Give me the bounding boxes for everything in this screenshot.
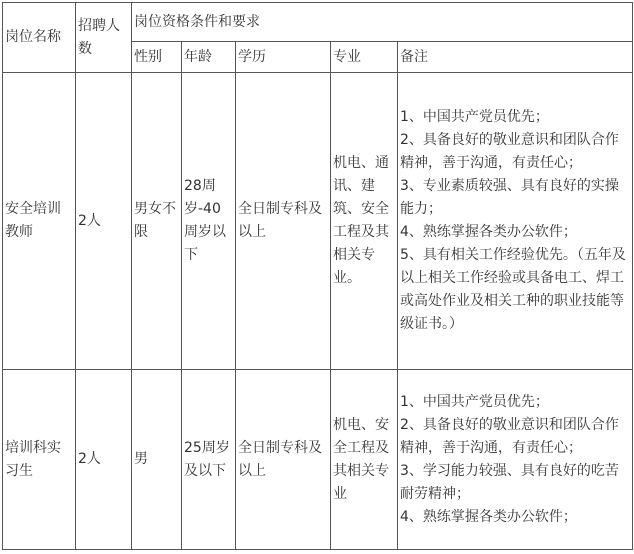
remark-item: 3、专业素质较强、具有良好的实操能力； xyxy=(400,178,619,217)
cell-major: 机电、安全工程及其相关专业 xyxy=(331,370,398,550)
cell-headcount: 2人 xyxy=(76,73,132,370)
cell-age: 28周岁-40周岁以下 xyxy=(182,73,236,370)
table-row xyxy=(3,73,633,370)
cell-remarks xyxy=(398,370,633,550)
remark-item: 4、熟练掌握各类办公软件； xyxy=(400,508,577,525)
table-row xyxy=(3,370,633,550)
remark-item: 5、具有相关工作经验优先。（五年及以上相关工作经验或具备电工、焊工或高处作业及相关工种的职业技能等级证书。） xyxy=(400,247,626,332)
header-qualifications: 岗位资格条件和要求 xyxy=(132,3,633,42)
cell-headcount: 2人 xyxy=(76,370,132,550)
remark-item: 2、具备良好的敬业意识和团队合作精神，善于沟通，有责任心； xyxy=(400,416,619,456)
cell-position: 安全培训教师 xyxy=(3,73,76,370)
header-headcount: 招聘人数 xyxy=(76,3,132,73)
cell-gender: 男女不限 xyxy=(132,73,182,370)
header-major: 专业 xyxy=(331,42,398,73)
remark-item: 1、中国共产党员优先； xyxy=(400,109,549,125)
cell-age: 25周岁及以下 xyxy=(182,370,236,550)
remark-item: 1、中国共产党员优先； xyxy=(400,393,549,410)
header-education: 学历 xyxy=(236,42,331,73)
remark-item: 2、具备良好的敬业意识和团队合作精神，善于沟通，有责任心； xyxy=(400,132,619,171)
remark-item: 3、学习能力较强、具有良好的吃苦耐劳精神； xyxy=(400,462,619,502)
recruitment-table xyxy=(2,2,633,550)
remark-item: 4、熟练掌握各类办公软件； xyxy=(400,224,577,240)
cell-position: 培训科实习生 xyxy=(3,370,76,550)
header-row-1 xyxy=(3,3,633,42)
header-age: 年龄 xyxy=(182,42,236,73)
cell-remarks xyxy=(398,73,633,370)
cell-major: 机电、通讯、建筑、安全工程及其相关专业。 xyxy=(331,73,398,370)
header-gender: 性别 xyxy=(132,42,182,73)
header-position-name: 岗位名称 xyxy=(3,3,76,73)
cell-education: 全日制专科及以上 xyxy=(236,370,331,550)
cell-gender: 男 xyxy=(132,370,182,550)
header-remarks: 备注 xyxy=(398,42,633,73)
cell-education: 全日制专科及以上 xyxy=(236,73,331,370)
